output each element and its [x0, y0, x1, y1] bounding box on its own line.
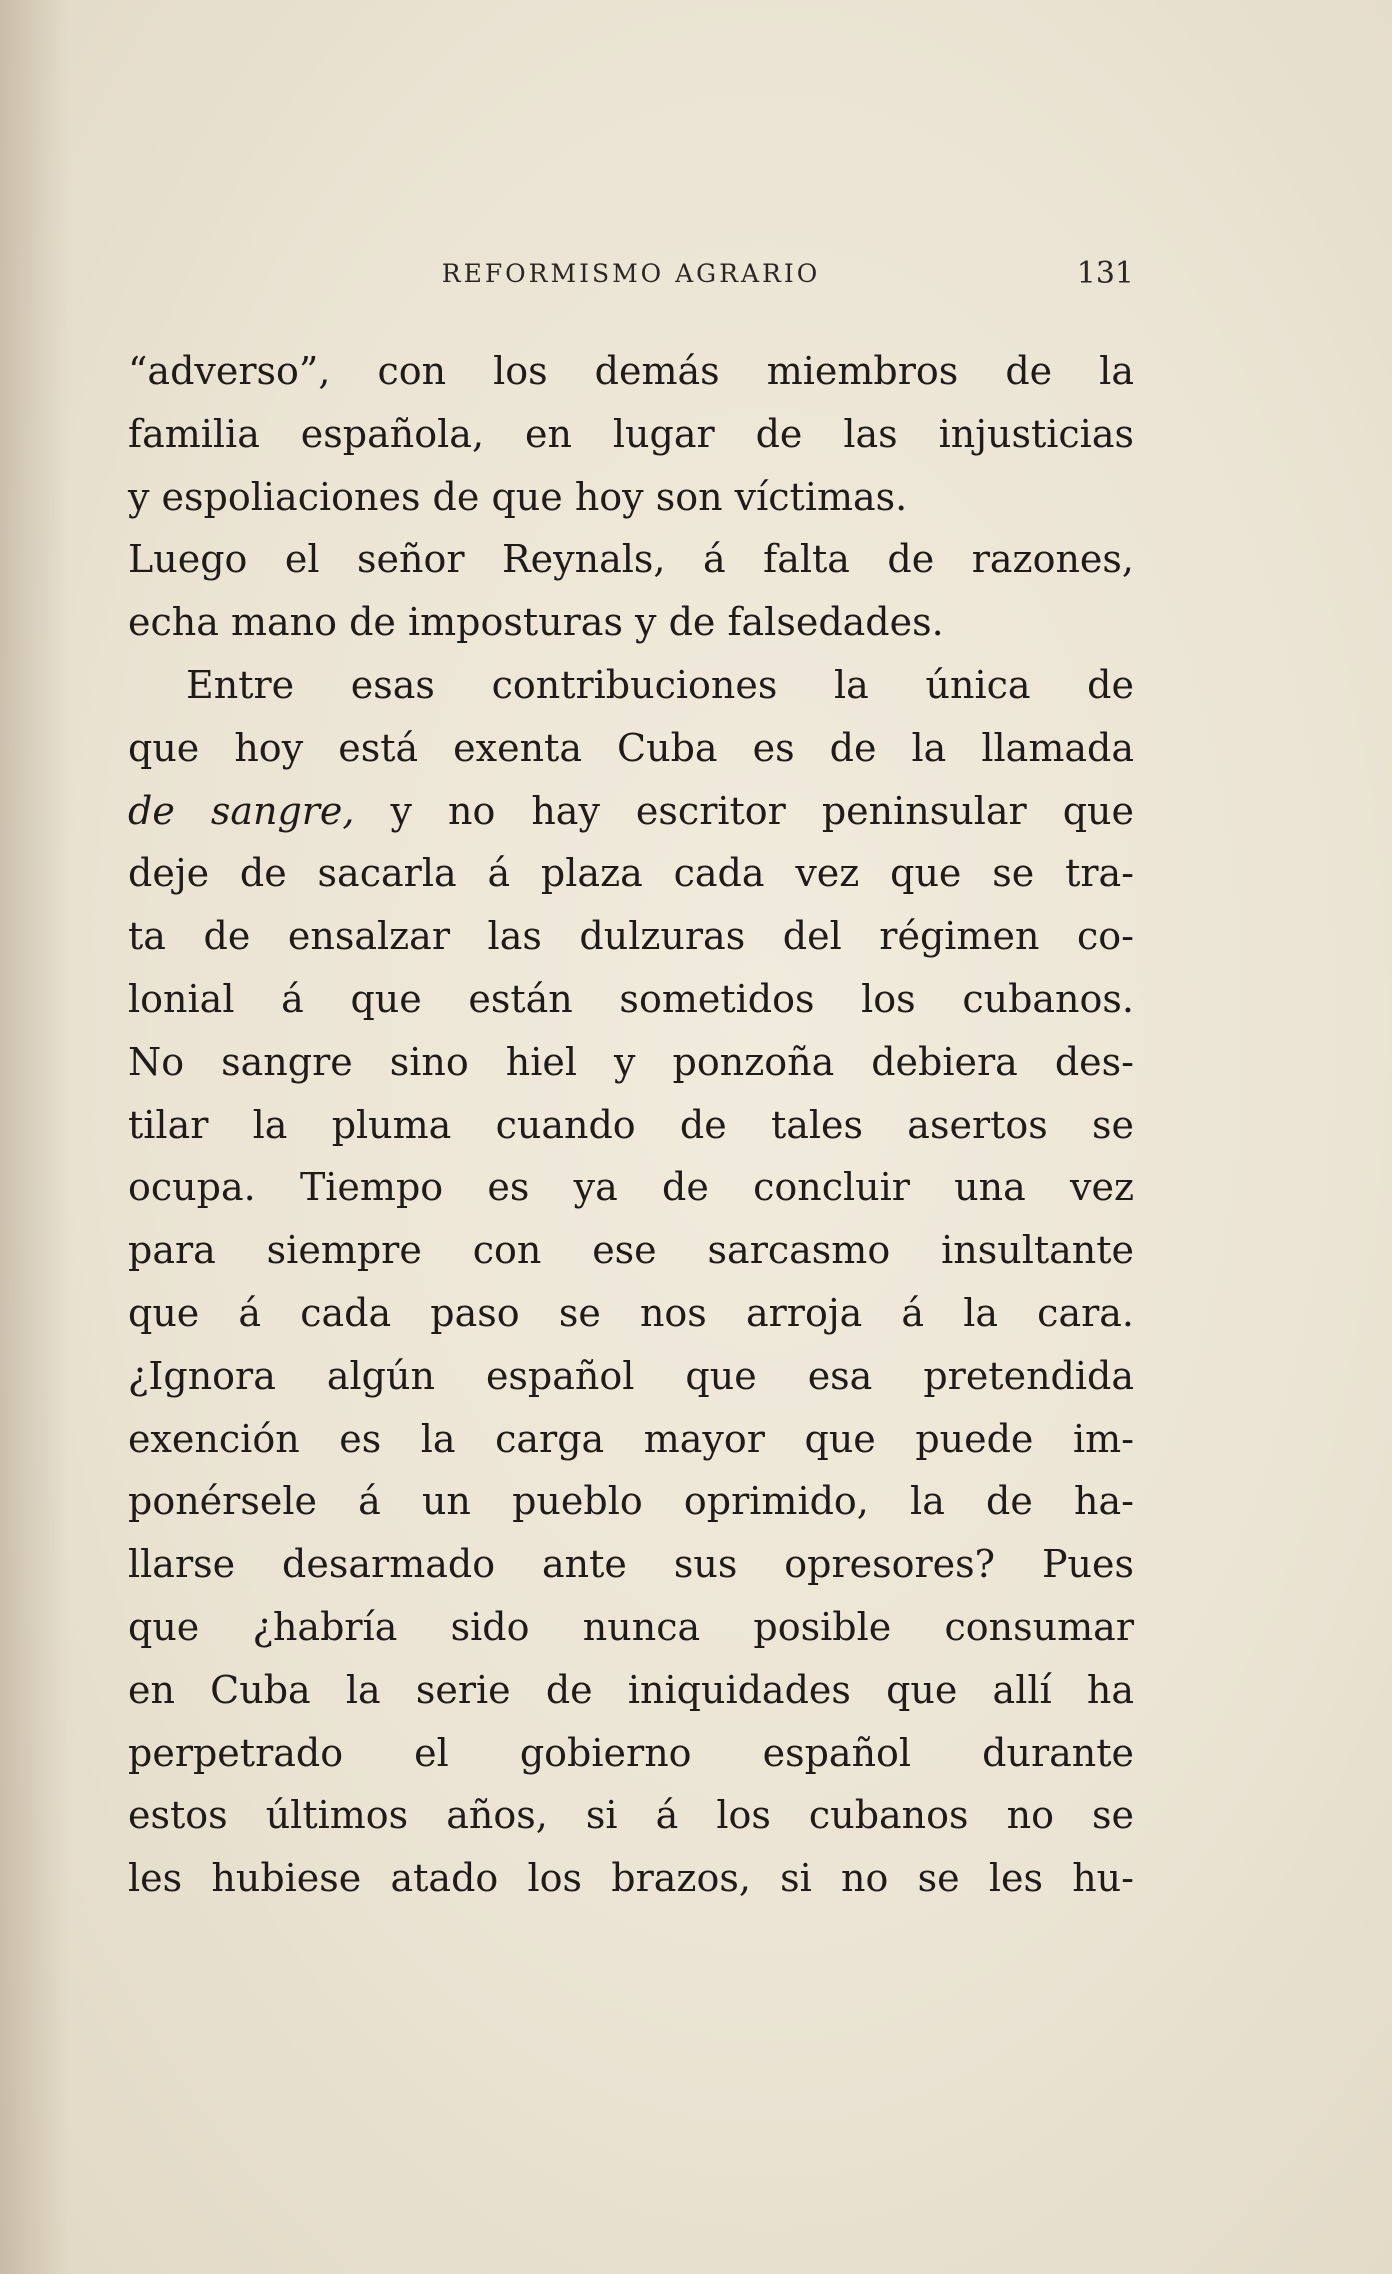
text-line: que á cada paso se nos arroja á la cara. [128, 1290, 1134, 1335]
text-line: en Cuba la serie de iniquidades que allí ha [128, 1667, 1134, 1712]
text-line: que hoy está exenta Cuba es de la llamada [128, 725, 1134, 770]
text-line: exención es la carga mayor que puede im- [128, 1416, 1134, 1461]
text-line: “adverso”, con los demás miembros de la [128, 349, 1134, 393]
text-line: Entre esas contribuciones la única de [186, 662, 1134, 707]
text-line: tilar la pluma cuando de tales asertos se [128, 1102, 1134, 1147]
text-line: ta de ensalzar las dulzuras del régimen co- [128, 914, 1134, 959]
binding-shadow [0, 0, 70, 2274]
text-line: y espoliaciones de que hoy son víctimas. [128, 474, 908, 519]
page-number: 131 [1076, 256, 1134, 291]
text-line: para siempre con ese sarcasmo insultante [128, 1228, 1134, 1273]
text-run: y no hay escritor peninsular que [354, 788, 1134, 833]
text-line: deje de sacarla á plaza cada vez que se tra- [128, 851, 1134, 896]
text-line: perpetrado el gobierno español durante [128, 1730, 1134, 1775]
text-line: que ¿habría sido nunca posible consumar [128, 1604, 1134, 1649]
text-line: les hubiese atado los brazos, si no se les hu- [128, 1856, 1134, 1901]
running-title: REFORMISMO AGRARIO [441, 259, 821, 288]
text-line: echa mano de imposturas y de falsedades. [128, 600, 944, 645]
text-line: familia española, en lugar de las injusticias [128, 411, 1134, 456]
text-line: No sangre sino hiel y ponzoña debiera des- [128, 1039, 1134, 1084]
text-line: lonial á que están sometidos los cubanos. [128, 976, 1134, 1021]
italic-phrase: de sangre, [128, 788, 355, 833]
body-text [128, 340, 1134, 1910]
text-line: ¿Ignora algún español que esa pretendida [128, 1353, 1134, 1398]
text-line: estos últimos años, si á los cubanos no se [128, 1793, 1134, 1838]
text-line: Luego el señor Reynals, á falta de razones, [128, 537, 1134, 582]
running-head [128, 254, 1134, 294]
text-line: ocupa. Tiempo es ya de concluir una vez [128, 1165, 1134, 1210]
text-line [128, 780, 1134, 843]
text-line: ponérsele á un pueblo oprimido, la de ha- [128, 1479, 1134, 1524]
text-line: llarse desarmado ante sus opresores? Pues [128, 1542, 1134, 1587]
